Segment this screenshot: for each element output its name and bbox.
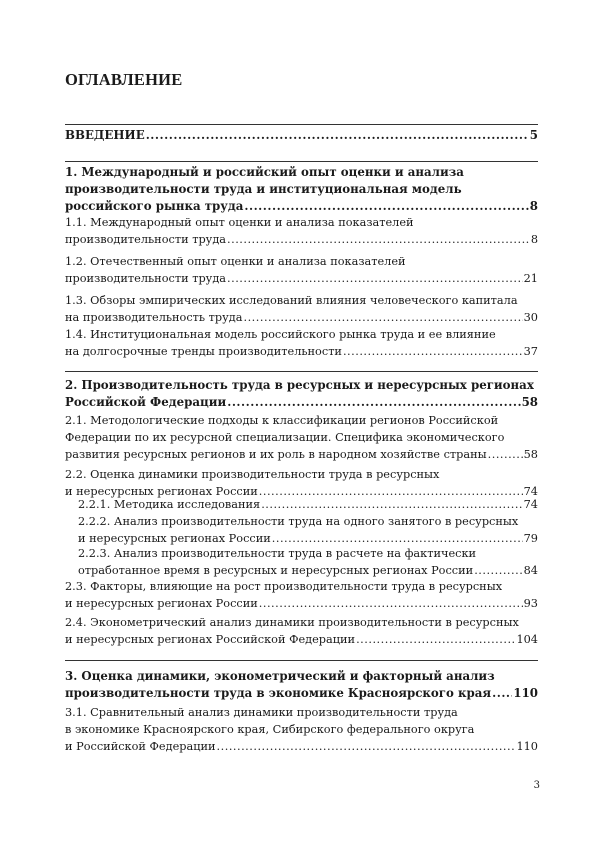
toc-entry-text: развития ресурсных регионов и их роль в народном хозяйстве страны — [65, 448, 487, 461]
toc-entry-text: и нересурсных регионах России — [65, 597, 258, 610]
toc-page-number: 58 — [521, 395, 538, 409]
toc-entry-line — [65, 412, 538, 429]
toc-entry-line — [78, 562, 538, 579]
toc-entry-text: производительности труда в экономике Красноярского края — [65, 686, 492, 700]
dot-leader — [244, 309, 523, 326]
toc-entry-line — [65, 721, 538, 738]
dot-leader — [343, 343, 523, 360]
toc-entry-2-2-3[interactable] — [78, 545, 538, 579]
toc-entry-text: 1.3. Обзоры эмпирических исследований влияния человеческого капитала — [65, 294, 518, 307]
toc-entry-2-2-1[interactable] — [78, 496, 538, 513]
toc-entry-text: 3.1. Сравнительный анализ динамики производительности труда — [65, 706, 458, 719]
toc-entry-2-3[interactable] — [65, 578, 538, 612]
toc-entry-text: 2.2.2. Анализ производительности труда на одного занятого в ресурсных — [78, 515, 519, 528]
toc-entry-line — [78, 496, 538, 513]
toc-entry-text: 1. Международный и российский опыт оценки и анализа — [65, 165, 464, 179]
dot-leader — [356, 631, 515, 648]
toc-entry-text: на производительность труда — [65, 311, 243, 324]
toc-entry-text: 2.3. Факторы, влияющие на рост производительности труда в ресурсных — [65, 580, 503, 593]
toc-entry-text: отработанное время в ресурсных и нересурсных регионах России — [78, 564, 474, 577]
toc-entry-line — [65, 343, 538, 360]
toc-entry-2-2[interactable] — [65, 466, 538, 500]
toc-page-number: 30 — [523, 311, 538, 324]
divider — [65, 660, 538, 661]
dot-leader — [217, 738, 516, 755]
toc-entry-text: производительности труда и институциональная модель — [65, 182, 462, 196]
toc-entry-line — [65, 164, 538, 181]
toc-entry-chapter-1[interactable] — [65, 164, 538, 215]
toc-entry-2-4[interactable] — [65, 614, 538, 648]
toc-entry-line — [65, 578, 538, 595]
toc-entry-line — [65, 253, 538, 270]
toc-entry-1-2[interactable] — [65, 253, 538, 287]
toc-page-number: 58 — [523, 448, 538, 461]
toc-entry-line — [65, 466, 538, 483]
toc-entry-text: 3. Оценка динамики, эконометрический и факторный анализ — [65, 669, 495, 683]
toc-entry-text: 2.1. Методологические подходы к классификации регионов Российской — [65, 414, 499, 427]
toc-entry-line — [65, 214, 538, 231]
toc-entry-text: 1.4. Институциональная модель российского рынка труда и ее влияние — [65, 328, 496, 341]
toc-entry-text: российского рынка труда — [65, 199, 244, 213]
dot-leader — [261, 496, 522, 513]
toc-entry-text: ВВЕДЕНИЕ — [65, 128, 145, 142]
toc-entry-line — [65, 127, 538, 144]
divider — [65, 124, 538, 125]
page-number: 3 — [533, 780, 540, 791]
dot-leader — [492, 685, 512, 702]
toc-entry-line — [65, 704, 538, 721]
dot-leader — [259, 595, 523, 612]
toc-entry-line — [65, 309, 538, 326]
toc-entry-line — [65, 181, 538, 198]
toc-entry-line — [65, 198, 538, 215]
toc-entry-line — [65, 668, 538, 685]
toc-entry-line — [65, 614, 538, 631]
toc-entry-line — [78, 545, 538, 562]
toc-title: ОГЛАВЛЕНИЕ — [65, 70, 183, 89]
divider — [65, 161, 538, 162]
toc-entry-text: Российской Федерации — [65, 395, 227, 409]
toc-entry-text: 2.2. Оценка динамики производительности труда в ресурсных — [65, 468, 440, 481]
toc-entry-text: 2.2.3. Анализ производительности труда в расчете на фактически — [78, 547, 477, 560]
toc-entry-line — [65, 292, 538, 309]
toc-entry-text: Федерации по их ресурсной специализации. Специфика экономического — [65, 431, 505, 444]
toc-entry-text: и Российской Федерации — [65, 740, 216, 753]
toc-entry-1-4[interactable] — [65, 326, 538, 360]
toc-entry-1-1[interactable] — [65, 214, 538, 248]
dot-leader — [474, 562, 522, 579]
toc-entry-text: и нересурсных регионах России — [78, 532, 271, 545]
toc-entry-text: 1.1. Международный опыт оценки и анализа показателей — [65, 216, 414, 229]
divider — [65, 371, 538, 372]
toc-entry-introduction[interactable] — [65, 127, 538, 144]
toc-entry-3-1[interactable] — [65, 704, 538, 755]
toc-entry-chapter-3[interactable] — [65, 668, 538, 702]
toc-entry-text: 2. Производительность труда в ресурсных и нересурсных регионах — [65, 378, 534, 392]
toc-entry-line — [65, 326, 538, 343]
toc-entry-line — [65, 595, 538, 612]
toc-entry-text: 2.4. Эконометрический анализ динамики производительности в ресурсных — [65, 616, 519, 629]
toc-entry-line — [65, 394, 538, 411]
toc-entry-text: 2.2.1. Методика исследования — [78, 498, 261, 511]
toc-entry-chapter-2[interactable] — [65, 377, 538, 411]
dot-leader — [488, 446, 523, 463]
toc-page-number: 74 — [523, 485, 538, 498]
toc-page-number: 5 — [529, 128, 538, 142]
toc-page-number: 79 — [523, 532, 538, 545]
toc-entry-line — [65, 429, 538, 446]
toc-page-number: 104 — [516, 633, 538, 646]
toc-entry-line — [78, 513, 538, 530]
toc-entry-line — [65, 377, 538, 394]
dot-leader — [227, 231, 530, 248]
toc-page-number: 21 — [523, 272, 538, 285]
toc-entry-text: производительности труда — [65, 233, 227, 246]
toc-entry-line — [65, 446, 538, 463]
toc-entry-text: на долгосрочные тренды производительности — [65, 345, 342, 358]
toc-entry-text: производительности труда — [65, 272, 227, 285]
toc-entry-line — [65, 231, 538, 248]
toc-page-number: 110 — [513, 686, 538, 700]
toc-entry-line — [65, 685, 538, 702]
toc-entry-text: 1.2. Отечественный опыт оценки и анализа показателей — [65, 255, 406, 268]
toc-page-number: 110 — [516, 740, 538, 753]
dot-leader — [227, 394, 520, 411]
toc-page-number: 74 — [523, 498, 538, 511]
toc-entry-1-3[interactable] — [65, 292, 538, 326]
toc-entry-2-1[interactable] — [65, 412, 538, 463]
toc-entry-line — [65, 738, 538, 755]
toc-entry-line — [65, 631, 538, 648]
toc-page-number: 8 — [529, 199, 538, 213]
toc-entry-line — [65, 270, 538, 287]
dot-leader — [227, 270, 523, 287]
toc-page-number: 37 — [523, 345, 538, 358]
toc-page-number: 8 — [530, 233, 538, 246]
toc-entry-2-2-2[interactable] — [78, 513, 538, 547]
toc-entry-text: и нересурсных регионах России — [65, 485, 258, 498]
dot-leader — [146, 127, 529, 144]
dot-leader — [244, 198, 528, 215]
toc-entry-text: в экономике Красноярского края, Сибирского федерального округа — [65, 723, 475, 736]
toc-page-number: 93 — [523, 597, 538, 610]
toc-entry-text: и нересурсных регионах Российской Федерации — [65, 633, 356, 646]
toc-page-number: 84 — [523, 564, 538, 577]
